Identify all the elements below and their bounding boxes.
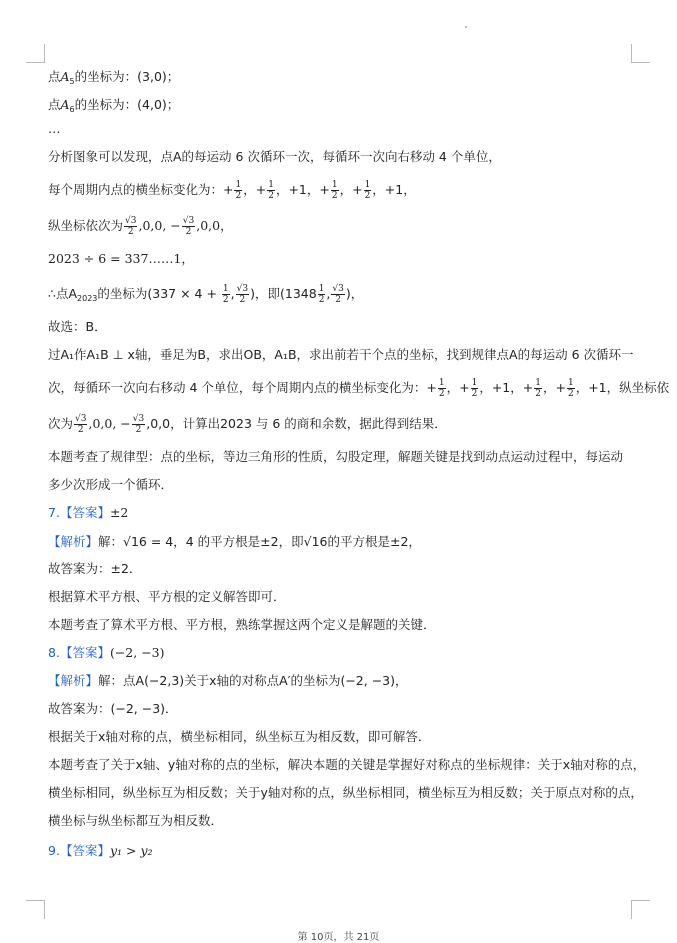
- crop-mark-top-left: [26, 44, 45, 63]
- q7-analysis: 【解析】解：√16 = 4，4 的平方根是±2，即√16的平方根是±2，: [48, 534, 421, 549]
- crop-mark-bottom-left: [26, 900, 45, 919]
- line-explain-2: 次，每循环一次向右移动 4 个单位，每个周期内点的横坐标变化为：+ $\frac{1}{2}$ ，+ $\frac{1}{2}$ ，+1，+ $\frac{1}{2}$ ，+ $\frac{1}{2}$ ，+1，纵坐标依: [48, 378, 670, 399]
- line-a6: 点$A_6$的坐标为：(4,0)；: [48, 97, 180, 114]
- line-division: 2023 ÷ 6 = 337……1，: [48, 251, 194, 266]
- q8-line-4: 本题考查了关于x轴、y轴对称的点的坐标，解决本题的关键是掌握好对称点的坐标规律：关于x轴对称的点，: [48, 757, 646, 772]
- line-a2023: ∴点$A_{2023}$的坐标为(337 × 4 + $\frac{1}{2}$ , $\frac{√3}{2}$ )，即(1348 $\frac{1}{2}$ , $\frac{√3}{2}$ )，: [48, 284, 364, 305]
- line-x-changes: 每个周期内点的横坐标变化为：+ $\frac{1}{2}$ ，+ $\frac{1}{2}$ ，+1，+ $\frac{1}{2}$ ，+ $\frac{1}{2}$ ，+1，: [48, 180, 416, 201]
- q8-line-2: 故答案为：(−2, −3)．: [48, 701, 178, 716]
- line-choose-b: 故选：B．: [48, 319, 107, 334]
- header-dot: [465, 26, 467, 28]
- q8-line-6: 横坐标与纵坐标都互为相反数．: [48, 813, 224, 828]
- q8-line-5: 横坐标相同，纵坐标互为相反数；关于y轴对称的点，纵坐标相同，横坐标互为相反数；关于原点对称的点，: [48, 785, 643, 800]
- q7-line-2: 故答案为：±2．: [48, 561, 142, 576]
- q9-answer: 9.【答案】y₁ > y₂: [48, 843, 153, 858]
- q7-line-4: 本题考查了算术平方根、平方根，熟练掌握这两个定义是解题的关键．: [48, 617, 436, 632]
- q8-analysis: 【解析】解：点A(−2,3)关于x轴的对称点A′的坐标为(−2, −3)，: [48, 673, 408, 688]
- crop-mark-top-right: [631, 44, 650, 63]
- line-a5: 点$A_5$的坐标为：(3,0)；: [48, 69, 180, 86]
- line-explain-3: 次为 $\frac{√3}{2}$ ,0,0, − $\frac{√3}{2}$ ,0,0，计算出2023 与 6 的商和余数，据此得到结果．: [48, 414, 447, 435]
- line-summary-1: 本题考查了规律型：点的坐标，等边三角形的性质，勾股定理，解题关键是找到动点运动过程中，每运动: [48, 449, 624, 464]
- line-summary-2: 多少次形成一个循环．: [48, 477, 174, 492]
- q8-line-3: 根据关于x轴对称的点，横坐标相同，纵坐标互为相反数，即可解答．: [48, 729, 431, 744]
- line-analysis: 分析图象可以发现，点A的每运动 6 次循环一次，每循环一次向右移动 4 个单位，: [48, 149, 501, 164]
- line-ellipsis: …: [48, 121, 61, 136]
- q8-answer: 8.【答案】(−2, −3): [48, 645, 165, 660]
- crop-mark-bottom-right: [631, 900, 650, 919]
- page-footer: 第 10页，共 21页: [297, 932, 380, 943]
- q7-line-3: 根据算术平方根、平方根的定义解答即可．: [48, 589, 286, 604]
- line-explain-1: 过A₁作A₁B ⊥ x轴，垂足为B，求出OB，A₁B，求出前若干个点的坐标，找到规律点A的每运动 6 次循环一: [48, 347, 634, 362]
- q7-answer: 7.【答案】±2: [48, 505, 129, 520]
- line-y-values: 纵坐标依次为 $\frac{√3}{2}$ ,0,0, − $\frac{√3}{2}$ ,0,0，: [48, 216, 233, 237]
